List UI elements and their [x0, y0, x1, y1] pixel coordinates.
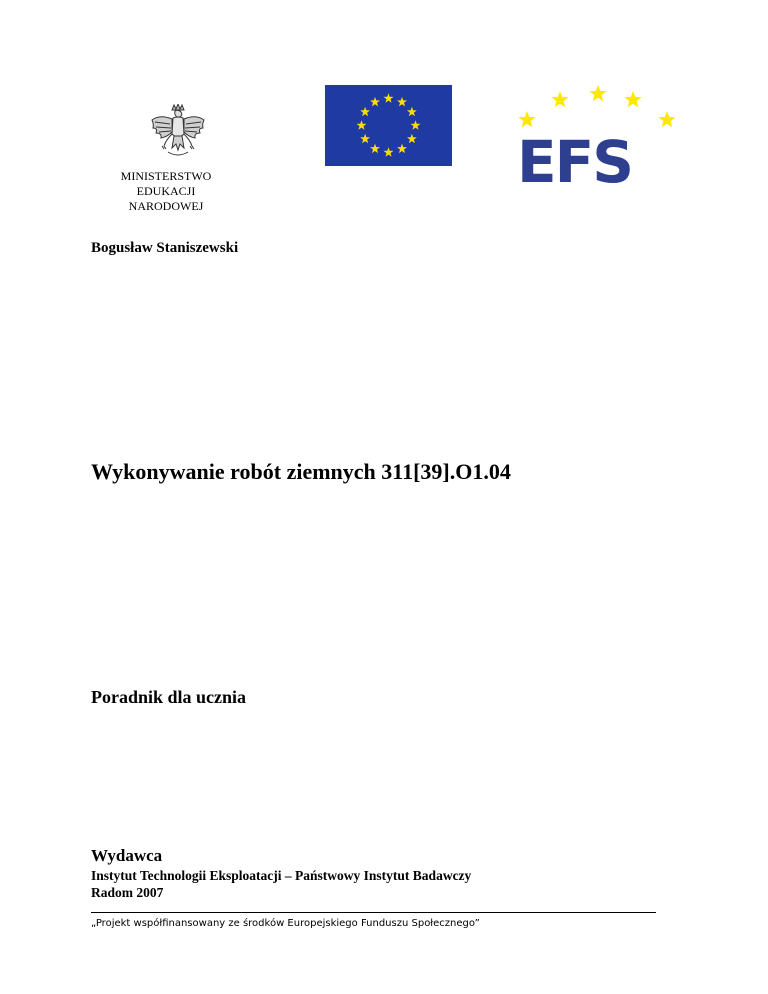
footer-note: „Projekt współfinansowany ze środków Europejskiego Funduszu Społecznego” — [91, 918, 480, 929]
efs-star-icon — [518, 111, 535, 127]
polish-eagle-emblem-icon — [150, 104, 206, 162]
eu-flag-icon — [325, 85, 452, 166]
ministry-line-2: NARODOWEJ — [128, 199, 204, 213]
document-title: Wykonywanie robót ziemnych 311[39].O1.04 — [91, 459, 511, 484]
ministry-line-1: MINISTERSTWO EDUKACJI — [120, 169, 212, 198]
efs-star-icon — [551, 91, 568, 107]
efs-star-icon — [589, 85, 606, 101]
efs-logo-text: EFS — [517, 128, 633, 192]
efs-logo-icon — [515, 82, 680, 192]
publisher-label: Wydawca — [91, 846, 163, 865]
efs-star-icon — [658, 111, 675, 127]
efs-star-icon — [624, 91, 641, 107]
publisher-name: Instytut Technologii Eksploatacji – Państwowy Instytut Badawczy — [91, 868, 472, 883]
document-subtitle: Poradnik dla ucznia — [91, 687, 247, 707]
ministry-name — [91, 169, 241, 214]
publisher-place: Radom 2007 — [91, 885, 164, 900]
author-name: Bogusław Staniszewski — [91, 240, 239, 256]
footer-divider — [91, 912, 656, 913]
